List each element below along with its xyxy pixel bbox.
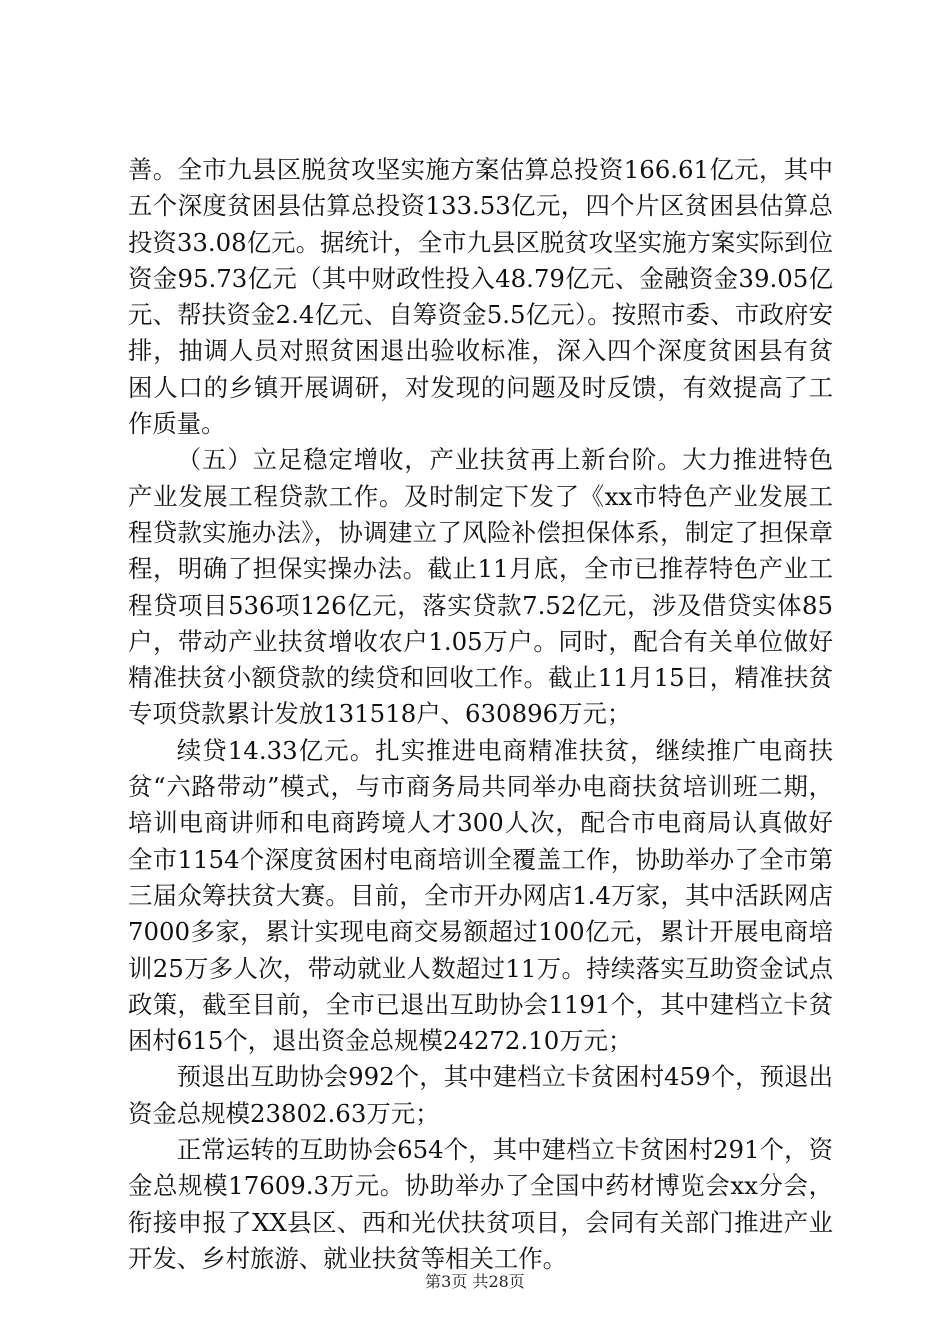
- paragraph-5: 正常运转的互助协会654个，其中建档立卡贫困村291个，资金总规模17609.3万元。协助举办了全国中药材博览会xx分会，衔接申报了XX县区、西和光伏扶贫项目，会同有关部门推进产业开发、乡村旅游、就业扶贫等相关工作。: [128, 1135, 833, 1273]
- paragraph-1: 善。全市九县区脱贫攻坚实施方案估算总投资166.61亿元，其中五个深度贫困县估算总投资133.53亿元，四个片区贫困县估算总投资33.08亿元。据统计，全市九县区脱贫攻坚实施方案实际到位资金95.73亿元（其中财政性投入48.79亿元、金融资金39.05亿元、帮扶资金2.4亿元、自筹资金5.5亿元）。按照市委、市政府安排，抽调人员对照贫困退出验收标准，深入四个深度贫困县有贫困人口的乡镇开展调研，对发现的问题及时反馈，有效提高了工作质量。: [128, 155, 833, 439]
- paragraph-3: 续贷14.33亿元。扎实推进电商精准扶贫，继续推广电商扶贫“六路带动”模式，与市商务局共同举办电商扶贫培训班二期，培训电商讲师和电商跨境人才300人次，配合市电商局认真做好全市1154个深度贫困村电商培训全覆盖工作，协助举办了全市第三届众筹扶贫大赛。目前，全市开办网店1.4万家，其中活跃网店7000多家，累计实现电商交易额超过100亿元，累计开展电商培训25万多人次，带动就业人数超过11万。持续落实互助资金试点政策，截至目前，全市已退出互助协会1191个，其中建档立卡贫困村615个，退出资金总规模24272.10万元；: [128, 735, 833, 1056]
- paragraph-4: 预退出互助协会992个，其中建档立卡贫困村459个，预退出资金总规模23802.63万元；: [128, 1062, 833, 1128]
- paragraph-2: （五）立足稳定增收，产业扶贫再上新台阶。大力推进特色产业发展工程贷款工作。及时制定下发了《xx市特色产业发展工程贷款实施办法》，协调建立了风险补偿担保体系，制定了担保章程，明确了担保实操办法。截止11月底，全市已推荐特色产业工程贷项目536项126亿元，落实贷款7.52亿元，涉及借贷实体85户，带动产业扶贫增收农户1.05万户。同时，配合有关单位做好精准扶贫小额贷款的续贷和回收工作。截止11月15日，精准扶贫专项贷款累计发放131518户、630896万元；: [128, 445, 833, 729]
- page-footer: 第3页 共28页: [425, 1272, 525, 1291]
- document-body: [128, 152, 833, 1277]
